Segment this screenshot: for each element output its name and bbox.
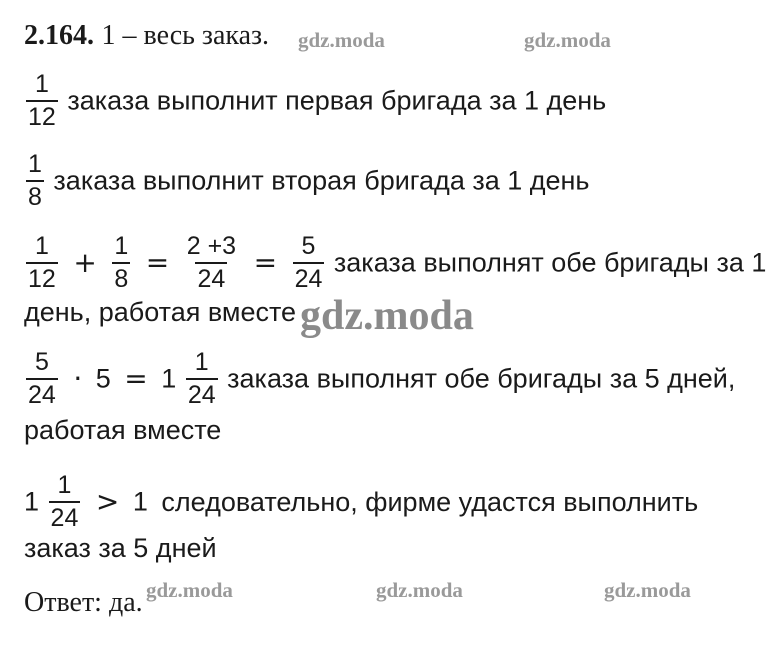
numerator: 1 bbox=[57, 471, 72, 499]
denominator: 8 bbox=[26, 180, 44, 210]
fraction-1-24 bbox=[49, 473, 81, 531]
fraction-1-8 bbox=[26, 152, 44, 210]
multiplier: 5 bbox=[95, 363, 111, 394]
watermark: gdz.moda bbox=[524, 28, 611, 52]
denominator: 12 bbox=[26, 100, 58, 130]
greater-than-sign: > bbox=[95, 485, 120, 518]
statement-text: следовательно, фирме удастся выполнить bbox=[161, 486, 699, 517]
watermark: gdz.moda bbox=[298, 28, 385, 52]
numerator: 5 bbox=[34, 348, 49, 376]
equals-sign: = bbox=[124, 362, 148, 395]
equals-sign: = bbox=[145, 246, 170, 279]
problem-number: 2.164. bbox=[24, 20, 94, 51]
multiply-dot: · bbox=[73, 362, 83, 395]
product-equation bbox=[24, 350, 735, 408]
sum-equation bbox=[24, 234, 766, 292]
fraction-5-24 bbox=[293, 234, 325, 292]
denominator: 24 bbox=[49, 501, 81, 531]
statement-text: заказа выполнят обе бригады за 1 bbox=[333, 247, 767, 278]
fraction-1-8 bbox=[112, 234, 130, 292]
statement-first-brigade bbox=[24, 72, 606, 130]
denominator: 24 bbox=[293, 262, 325, 292]
watermark: gdz.moda bbox=[146, 578, 233, 602]
problem-intro: 1 – весь заказ. bbox=[101, 20, 270, 51]
statement-text: заказа выполнят обе бригады за 5 дней, bbox=[227, 363, 736, 394]
numerator: 2 +3 bbox=[186, 232, 237, 260]
answer: Ответ: да. bbox=[24, 587, 143, 618]
mixed-whole: 1 bbox=[161, 363, 177, 394]
equals-sign: = bbox=[253, 246, 278, 279]
denominator: 24 bbox=[195, 262, 227, 292]
statement-continuation: заказ за 5 дней bbox=[24, 533, 217, 563]
watermark: gdz.moda bbox=[376, 578, 463, 602]
numerator: 1 bbox=[34, 232, 49, 260]
numerator: 1 bbox=[114, 232, 129, 260]
watermark-large: gdz.moda bbox=[300, 293, 474, 339]
statement-continuation: работая вместе bbox=[24, 415, 222, 445]
fraction-1-24 bbox=[186, 350, 218, 408]
fraction-1-12 bbox=[26, 72, 58, 130]
fraction-sum bbox=[185, 234, 238, 292]
statement-text: заказа выполнит вторая бригада за 1 день bbox=[53, 165, 590, 196]
statement-text: заказа выполнит первая бригада за 1 день bbox=[67, 85, 607, 116]
numerator: 5 bbox=[301, 232, 316, 260]
mixed-whole: 1 bbox=[24, 486, 40, 517]
denominator: 24 bbox=[186, 378, 218, 408]
numerator: 1 bbox=[34, 70, 49, 98]
denominator: 12 bbox=[26, 262, 58, 292]
denominator: 8 bbox=[112, 262, 130, 292]
statement-continuation: день, работая вместе bbox=[24, 297, 297, 327]
comparison bbox=[24, 473, 698, 531]
statement-second-brigade bbox=[24, 152, 590, 210]
fraction-5-24 bbox=[26, 350, 58, 408]
fraction-1-12 bbox=[26, 234, 58, 292]
denominator: 24 bbox=[26, 378, 58, 408]
one: 1 bbox=[132, 486, 148, 517]
numerator: 1 bbox=[28, 150, 42, 178]
numerator: 1 bbox=[194, 348, 209, 376]
watermark: gdz.moda bbox=[604, 578, 691, 602]
problem-header bbox=[24, 22, 269, 50]
plus-sign: + bbox=[73, 246, 97, 279]
